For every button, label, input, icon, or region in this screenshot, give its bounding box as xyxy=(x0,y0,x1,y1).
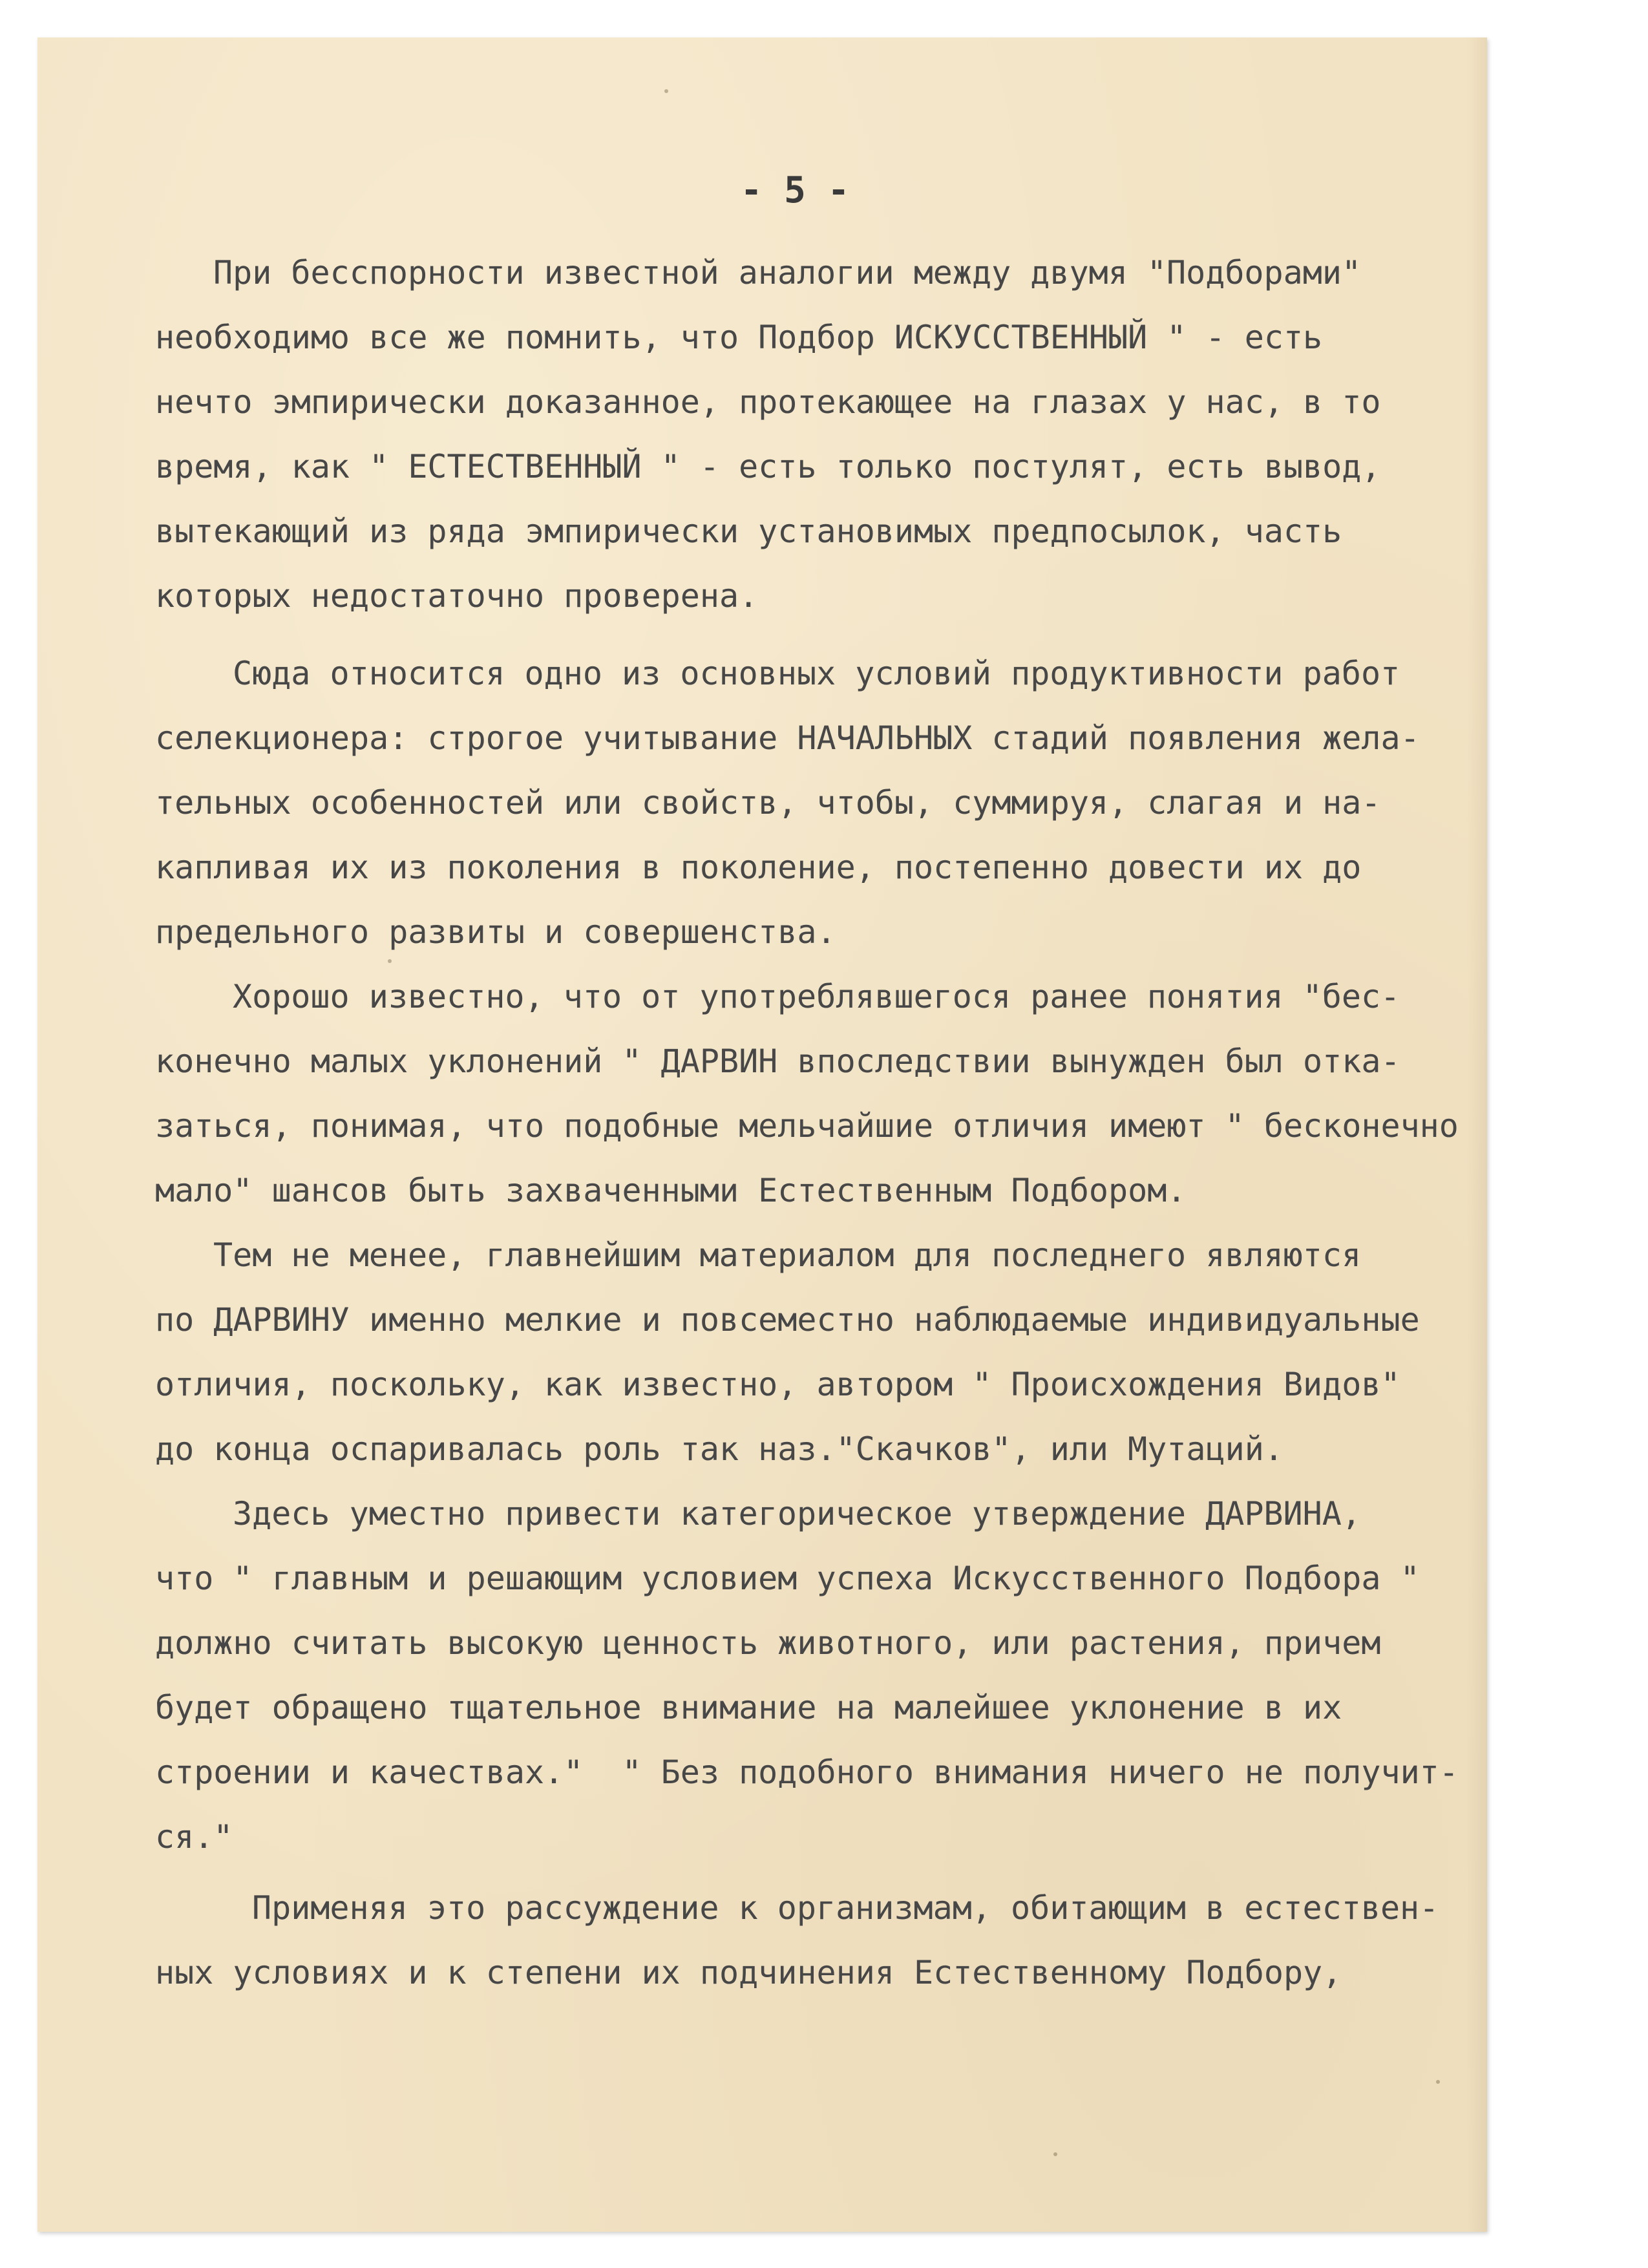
text-line: по ДАРВИНУ именно мелкие и повсеместно наблюдаемые индивидуальные xyxy=(155,1301,1420,1339)
paper-speck xyxy=(1053,2152,1057,2156)
text-line: ных условиях и к степени их подчинения Естественному Подбору, xyxy=(155,1954,1342,1991)
text-line: которых недостаточно проверена. xyxy=(155,577,759,615)
text-line: отличия, поскольку, как известно, автором " Происхождения Видов" xyxy=(155,1366,1400,1403)
text-line: время, как " ЕСТЕСТВЕННЫЙ " - есть только постулят, есть вывод, xyxy=(155,448,1381,485)
text-line: Сюда относится одно из основных условий продуктивности работ xyxy=(233,655,1400,692)
paper-speck xyxy=(1436,2080,1440,2084)
page-edge-shading xyxy=(1467,37,1487,2232)
text-line: Хорошо известно, что от употреблявшегося ранее понятия "бес- xyxy=(233,978,1400,1015)
text-line: будет обращено тщательное внимание на малейшее уклонение в их xyxy=(155,1689,1342,1726)
text-line: Тем не менее, главнейшим материалом для последнего являются xyxy=(213,1236,1362,1274)
text-line: до конца оспаривалась роль так наз."Скачков", или Мутаций. xyxy=(155,1430,1284,1468)
text-line: селекционера: строгое учитывание НАЧАЛЬНЫХ стадий появления жела- xyxy=(155,719,1420,757)
page-number: - 5 - xyxy=(740,169,850,211)
text-line: заться, понимая, что подобные мельчайшие отличия имеют " бесконечно xyxy=(155,1107,1459,1145)
text-line: При бесспорности известной аналогии между двумя "Подборами" xyxy=(213,254,1362,291)
text-line: Здесь уместно привести категорическое утверждение ДАРВИНА, xyxy=(233,1495,1361,1532)
text-line: ся." xyxy=(155,1818,233,1856)
paper-speck xyxy=(388,959,392,963)
text-line: предельного развиты и совершенства. xyxy=(155,913,836,951)
text-line: необходимо все же помнить, что Подбор ИСКУССТВЕННЫЙ " - есть xyxy=(155,319,1323,356)
text-line: вытекающий из ряда эмпирически установимых предпосылок, часть xyxy=(155,513,1342,550)
text-line: мало" шансов быть захваченными Естественным Подбором. xyxy=(155,1172,1187,1209)
paper-speck xyxy=(664,89,668,93)
text-line: должно считать высокую ценность животного, или растения, причем xyxy=(155,1624,1381,1662)
text-line: Применяя это рассуждение к организмам, обитающим в естествен- xyxy=(252,1889,1439,1927)
text-line: что " главным и решающим условием успеха Искусственного Подбора " xyxy=(155,1560,1420,1597)
text-line: капливая их из поколения в поколение, постепенно довести их до xyxy=(155,849,1362,886)
text-line: тельных особенностей или свойств, чтобы, суммируя, слагая и на- xyxy=(155,784,1381,821)
text-line: конечно малых уклонений " ДАРВИН впоследствии вынужден был отка- xyxy=(155,1043,1400,1080)
text-line: нечто эмпирически доказанное, протекающее на глазах у нас, в то xyxy=(155,383,1381,421)
text-line: строении и качествах." " Без подобного внимания ничего не получит- xyxy=(155,1754,1459,1791)
